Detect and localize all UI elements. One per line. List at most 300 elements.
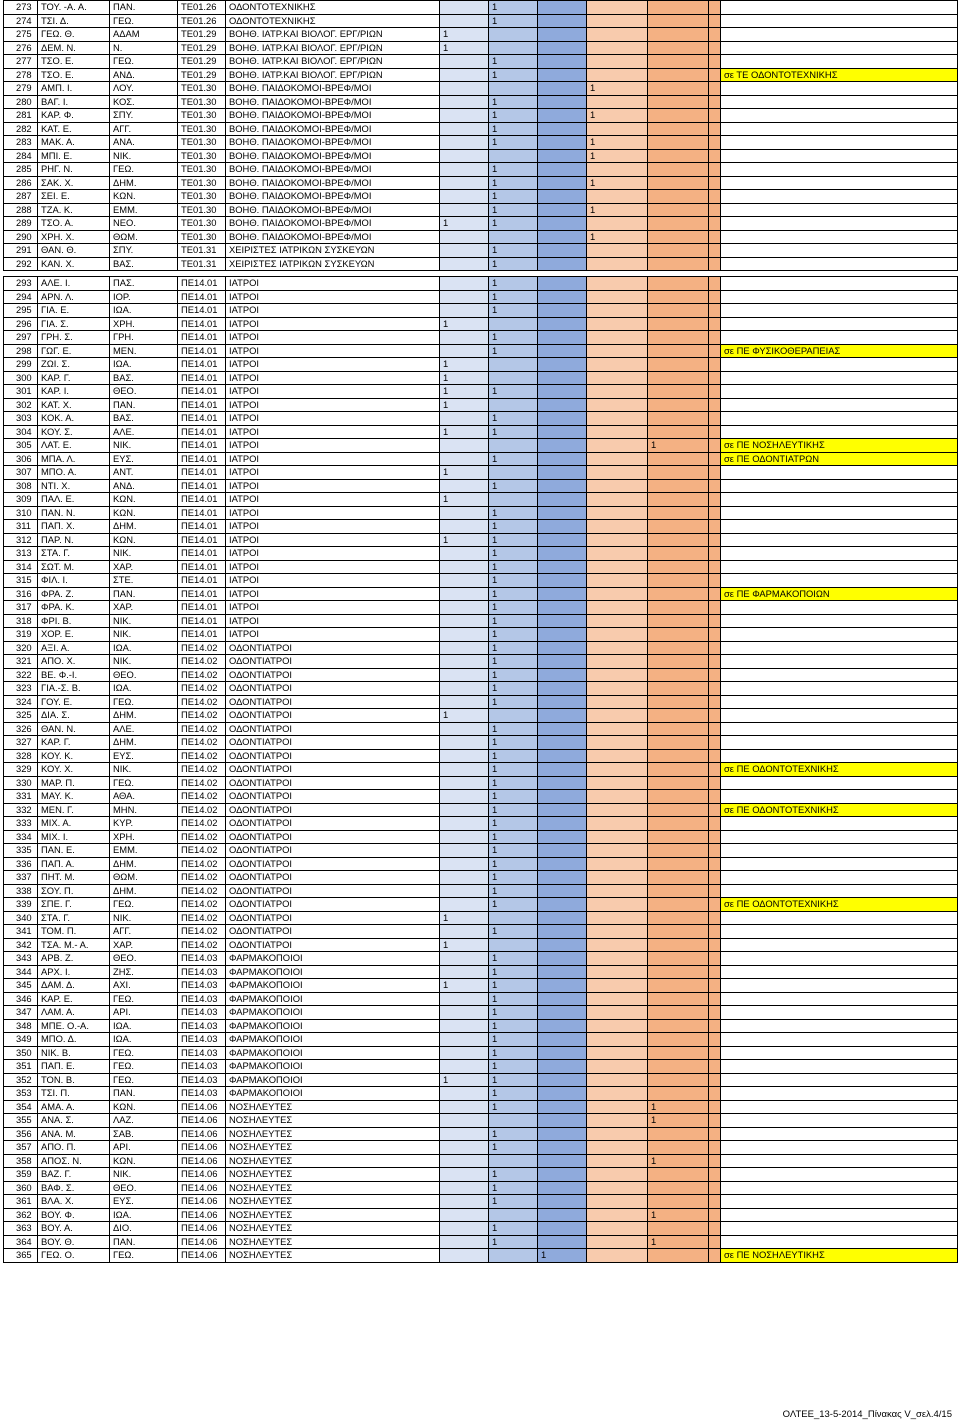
table-cell: ΤΕ01.26 <box>178 1 226 15</box>
table-row <box>4 1127 958 1141</box>
table-cell <box>648 1141 709 1155</box>
table-cell <box>709 1249 721 1263</box>
table-cell: ΝΙΚ. <box>110 1168 178 1182</box>
table-cell: ΑΓΓ. <box>110 925 178 939</box>
table-cell: ΤΣΟ. Α. <box>38 217 110 231</box>
note-cell <box>721 304 958 318</box>
table-cell: 1 <box>489 452 538 466</box>
table-cell <box>538 344 587 358</box>
table-cell <box>538 776 587 790</box>
table-cell: 1 <box>648 1114 709 1128</box>
table-cell <box>648 817 709 831</box>
table-cell: 339 <box>4 898 38 912</box>
table-cell <box>709 230 721 244</box>
table-cell: ΙΩΑ. <box>110 682 178 696</box>
table-cell <box>587 1141 648 1155</box>
note-cell <box>721 1 958 15</box>
table-cell <box>709 55 721 69</box>
table-cell: ΣΕΙ. Ε. <box>38 190 110 204</box>
table-cell: ΑΔΑΜ <box>110 28 178 42</box>
table-cell: ΙΑΤΡΟΙ <box>226 371 440 385</box>
table-cell: ΜΙΧ. Α. <box>38 817 110 831</box>
table-cell: ΒΟΗΘ. ΠΑΙΔΟΚΟΜΟΙ-ΒΡΕΦ/ΜΟΙ <box>226 149 440 163</box>
table-cell: ΜΠΕ. Ο.-Α. <box>38 1019 110 1033</box>
table-cell <box>648 136 709 150</box>
table-cell <box>440 439 489 453</box>
table-cell <box>538 1154 587 1168</box>
table-cell: 1 <box>489 682 538 696</box>
table-cell: ΠΕ14.02 <box>178 817 226 831</box>
table-cell: ΟΔΟΝΤΙΑΤΡΟΙ <box>226 911 440 925</box>
table-cell: ΚΩΝ. <box>110 190 178 204</box>
table-cell <box>648 1006 709 1020</box>
table-cell: ΔΗΜ. <box>110 520 178 534</box>
note-cell <box>721 1141 958 1155</box>
table-cell <box>709 28 721 42</box>
table-cell <box>538 790 587 804</box>
table-cell <box>538 149 587 163</box>
table-cell: 1 <box>440 385 489 399</box>
table-cell <box>440 655 489 669</box>
table-cell <box>440 1127 489 1141</box>
table-cell: 345 <box>4 979 38 993</box>
table-cell <box>538 277 587 291</box>
table-cell <box>538 1033 587 1047</box>
table-cell: ΘΑΝ. Θ. <box>38 244 110 258</box>
table-cell <box>440 1100 489 1114</box>
table-cell: 349 <box>4 1033 38 1047</box>
table-cell <box>709 317 721 331</box>
table-cell: ΟΔΟΝΤΙΑΤΡΟΙ <box>226 925 440 939</box>
table-cell: ΠΕ14.02 <box>178 763 226 777</box>
table-cell: ΟΔΟΝΤΙΑΤΡΟΙ <box>226 790 440 804</box>
note-cell: σε ΤΕ ΟΔΟΝΤΟΤΕΧΝΙΚΗΣ <box>721 68 958 82</box>
note-cell <box>721 55 958 69</box>
table-cell <box>648 1033 709 1047</box>
table-cell: ΛΑΜ. Α. <box>38 1006 110 1020</box>
table-cell: ΡΗΓ. Ν. <box>38 163 110 177</box>
table-cell: ΠΕ14.06 <box>178 1114 226 1128</box>
note-cell: σε ΠΕ ΟΔΟΝΤΟΤΕΧΝΙΚΗΣ <box>721 898 958 912</box>
table-row <box>4 695 958 709</box>
table-cell: 1 <box>489 190 538 204</box>
table-cell <box>587 493 648 507</box>
table-cell: 357 <box>4 1141 38 1155</box>
table-cell <box>648 641 709 655</box>
table-cell: ΕΜΜ. <box>110 844 178 858</box>
table-cell <box>709 41 721 55</box>
table-cell <box>440 244 489 258</box>
table-cell <box>709 979 721 993</box>
table-cell: ΒΑΣ. <box>110 412 178 426</box>
table-cell <box>440 560 489 574</box>
table-cell: 336 <box>4 857 38 871</box>
table-cell: 275 <box>4 28 38 42</box>
note-cell <box>721 176 958 190</box>
table-cell <box>648 871 709 885</box>
table-cell: ΚΑΝ. Χ. <box>38 257 110 271</box>
table-cell: ΙΑΤΡΟΙ <box>226 628 440 642</box>
table-cell: ΠΕ14.03 <box>178 1073 226 1087</box>
table-cell <box>538 439 587 453</box>
table-cell: 323 <box>4 682 38 696</box>
table-row <box>4 722 958 736</box>
table-cell <box>440 304 489 318</box>
table-cell <box>538 749 587 763</box>
table-cell: 1 <box>440 979 489 993</box>
table-row <box>4 439 958 453</box>
table-cell: 1 <box>489 244 538 258</box>
table-cell <box>440 965 489 979</box>
table-cell: ΓΙΑ. Ε. <box>38 304 110 318</box>
table-cell: ΟΔΟΝΤΙΑΤΡΟΙ <box>226 871 440 885</box>
table-row <box>4 803 958 817</box>
table-cell: 320 <box>4 641 38 655</box>
table-cell: 1 <box>489 1073 538 1087</box>
table-cell <box>538 830 587 844</box>
table-cell: ΧΡΗ. <box>110 830 178 844</box>
table-cell: ΤΕ01.30 <box>178 203 226 217</box>
table-cell: 1 <box>440 533 489 547</box>
table-cell: ΘΕΟ. <box>110 385 178 399</box>
table-cell <box>538 803 587 817</box>
table-cell: 1 <box>440 911 489 925</box>
table-cell <box>587 641 648 655</box>
note-cell <box>721 574 958 588</box>
table-cell: 300 <box>4 371 38 385</box>
table-cell: ΠΕ14.01 <box>178 331 226 345</box>
table-cell <box>709 257 721 271</box>
table-cell <box>587 190 648 204</box>
table-cell: 1 <box>489 95 538 109</box>
table-cell <box>648 257 709 271</box>
note-cell <box>721 398 958 412</box>
table-cell: ΦΑΡΜΑΚΟΠΟΙΟΙ <box>226 979 440 993</box>
table-cell: 314 <box>4 560 38 574</box>
table-cell <box>709 655 721 669</box>
table-cell: 305 <box>4 439 38 453</box>
table-cell: ΒΛΑ. Χ. <box>38 1195 110 1209</box>
table-cell: 1 <box>648 1154 709 1168</box>
table-cell: ΓΕΩ. <box>110 1073 178 1087</box>
table-row <box>4 493 958 507</box>
table-row <box>4 290 958 304</box>
table-cell: 327 <box>4 736 38 750</box>
table-cell: 1 <box>489 1181 538 1195</box>
table-cell: ΣΑΚ. Χ. <box>38 176 110 190</box>
table-cell: ΚΑΡ. Φ. <box>38 109 110 123</box>
table-cell <box>538 479 587 493</box>
table-cell <box>709 1114 721 1128</box>
table-cell: ΠΕ14.02 <box>178 790 226 804</box>
table-cell <box>648 601 709 615</box>
table-cell: ΝΟΣΗΛΕΥΤΕΣ <box>226 1235 440 1249</box>
table-cell <box>538 668 587 682</box>
table-cell: ΙΑΤΡΟΙ <box>226 331 440 345</box>
note-cell <box>721 1087 958 1101</box>
table-cell: ΠΕ14.02 <box>178 668 226 682</box>
table-cell <box>709 331 721 345</box>
table-cell: 301 <box>4 385 38 399</box>
table-cell: ΓΕΩ. <box>110 1249 178 1263</box>
table-cell <box>440 190 489 204</box>
table-cell <box>440 641 489 655</box>
table-cell: ΤΕ01.29 <box>178 28 226 42</box>
table-cell: ΚΑΡ. Ε. <box>38 992 110 1006</box>
table-cell: ΠΑΛ. Ε. <box>38 493 110 507</box>
table-cell <box>648 344 709 358</box>
table-cell <box>440 149 489 163</box>
table-cell <box>709 412 721 426</box>
table-cell: 298 <box>4 344 38 358</box>
table-cell: ΠΕ14.06 <box>178 1100 226 1114</box>
table-cell: ΘΕΟ. <box>110 1181 178 1195</box>
table-row <box>4 28 958 42</box>
table-row <box>4 844 958 858</box>
table-cell: ΠΕ14.02 <box>178 641 226 655</box>
table-cell <box>489 149 538 163</box>
table-cell: ΤΕ01.29 <box>178 41 226 55</box>
table-cell <box>538 992 587 1006</box>
table-cell <box>587 1019 648 1033</box>
table-cell: 355 <box>4 1114 38 1128</box>
table-cell <box>538 520 587 534</box>
table-cell <box>489 1208 538 1222</box>
table-cell <box>538 317 587 331</box>
table-cell <box>538 290 587 304</box>
table-cell: ΜΗΝ. <box>110 803 178 817</box>
table-cell: 337 <box>4 871 38 885</box>
table-cell <box>709 709 721 723</box>
table-cell: ΟΔΟΝΤΟΤΕΧΝΙΚΗΣ <box>226 14 440 28</box>
table-row <box>4 952 958 966</box>
table-cell <box>587 506 648 520</box>
table-cell: ΠΕ14.02 <box>178 898 226 912</box>
table-cell <box>648 547 709 561</box>
table-cell: ΜΑΚ. Α. <box>38 136 110 150</box>
table-cell: 343 <box>4 952 38 966</box>
table-cell <box>709 190 721 204</box>
table-cell <box>648 371 709 385</box>
table-cell: 283 <box>4 136 38 150</box>
table-cell <box>587 695 648 709</box>
table-cell: ΚΟΚ. Α. <box>38 412 110 426</box>
table-row <box>4 203 958 217</box>
table-cell <box>648 533 709 547</box>
table-cell: ΙΑΤΡΟΙ <box>226 520 440 534</box>
note-cell <box>721 203 958 217</box>
table-cell <box>709 641 721 655</box>
table-row <box>4 1195 958 1209</box>
note-cell <box>721 425 958 439</box>
table-cell: 278 <box>4 68 38 82</box>
table-cell: ΓΕΩ. <box>110 1046 178 1060</box>
note-cell <box>721 230 958 244</box>
table-cell: ΠΕ14.02 <box>178 911 226 925</box>
table-cell <box>538 709 587 723</box>
table-cell: ΠΕ14.02 <box>178 844 226 858</box>
table-cell <box>648 560 709 574</box>
note-cell: σε ΠΕ ΝΟΣΗΛΕΥΤΙΚΗΣ <box>721 1249 958 1263</box>
note-cell <box>721 190 958 204</box>
table-cell: ΕΥΣ. <box>110 1195 178 1209</box>
table-cell <box>587 1060 648 1074</box>
table-row <box>4 344 958 358</box>
table-cell: ΠΕ14.02 <box>178 871 226 885</box>
table-cell <box>648 217 709 231</box>
table-cell: 1 <box>587 230 648 244</box>
table-cell: ΠΕ14.06 <box>178 1235 226 1249</box>
table-row <box>4 304 958 318</box>
table-cell <box>440 682 489 696</box>
table-cell: ΘΩΜ. <box>110 871 178 885</box>
table-row <box>4 655 958 669</box>
table-cell: ΑΠΟ. Π. <box>38 1141 110 1155</box>
table-cell: ΙΑΤΡΟΙ <box>226 452 440 466</box>
table-cell <box>440 1208 489 1222</box>
table-cell: 1 <box>489 1100 538 1114</box>
table-cell: ΠΕ14.06 <box>178 1127 226 1141</box>
table-row <box>4 520 958 534</box>
table-cell: ΤΣΑ. Μ.- Α. <box>38 938 110 952</box>
table-cell: 352 <box>4 1073 38 1087</box>
table-cell <box>587 290 648 304</box>
table-cell <box>648 452 709 466</box>
table-cell <box>587 244 648 258</box>
table-cell <box>709 1019 721 1033</box>
table-cell <box>709 398 721 412</box>
table-cell <box>538 68 587 82</box>
table-cell: 1 <box>489 628 538 642</box>
table-cell: ΓΡΗ. <box>110 331 178 345</box>
table-cell <box>440 763 489 777</box>
note-cell <box>721 493 958 507</box>
table-cell <box>440 547 489 561</box>
table-cell <box>587 938 648 952</box>
table-cell <box>440 412 489 426</box>
table-cell: ΓΕΩ. Θ. <box>38 28 110 42</box>
table-cell: 1 <box>489 533 538 547</box>
table-cell: ΔΙΑ. Σ. <box>38 709 110 723</box>
table-cell: ΠΕ14.01 <box>178 439 226 453</box>
table-cell <box>709 1235 721 1249</box>
table-cell <box>587 385 648 399</box>
table-cell: ΠΕ14.01 <box>178 452 226 466</box>
table-row <box>4 122 958 136</box>
table-cell: 1 <box>489 217 538 231</box>
table-cell <box>587 122 648 136</box>
table-cell: ΧΕΙΡΙΣΤΕΣ ΙΑΤΡΙΚΩΝ ΣΥΣΚΕΥΩΝ <box>226 244 440 258</box>
table-cell: ΙΑΤΡΟΙ <box>226 398 440 412</box>
note-cell <box>721 844 958 858</box>
table-cell: ΚΩΝ. <box>110 533 178 547</box>
table-cell <box>538 1208 587 1222</box>
table-cell: ΕΜΜ. <box>110 203 178 217</box>
note-cell <box>721 817 958 831</box>
table-cell: 1 <box>489 203 538 217</box>
table-cell: ΑΛΕ. <box>110 425 178 439</box>
table-row <box>4 257 958 271</box>
table-cell: ΑΡΝ. Λ. <box>38 290 110 304</box>
table-row <box>4 911 958 925</box>
table-cell: 1 <box>648 439 709 453</box>
table-cell: 1 <box>489 965 538 979</box>
table-row <box>4 1168 958 1182</box>
note-cell <box>721 1195 958 1209</box>
table-cell: 1 <box>489 520 538 534</box>
table-cell: ΤΕ01.30 <box>178 230 226 244</box>
table-cell: ΚΑΤ. Χ. <box>38 398 110 412</box>
table-cell: ΤΣΟ. Ε. <box>38 68 110 82</box>
note-cell <box>721 82 958 96</box>
table-cell: 1 <box>489 1222 538 1236</box>
table-row <box>4 709 958 723</box>
table-cell <box>440 925 489 939</box>
table-cell: ΙΟΡ. <box>110 290 178 304</box>
table-cell <box>648 466 709 480</box>
table-cell: 1 <box>587 176 648 190</box>
table-cell <box>440 871 489 885</box>
table-cell <box>440 844 489 858</box>
table-cell <box>538 1114 587 1128</box>
table-cell: ΠΕ14.02 <box>178 749 226 763</box>
table-cell <box>440 668 489 682</box>
table-cell: 334 <box>4 830 38 844</box>
table-cell <box>538 55 587 69</box>
table-cell: ΠΕ14.02 <box>178 709 226 723</box>
table-cell: ΑΘΑ. <box>110 790 178 804</box>
table-cell <box>709 277 721 291</box>
table-cell: ΙΑΤΡΟΙ <box>226 277 440 291</box>
table-cell: ΔΑΜ. Δ. <box>38 979 110 993</box>
table-cell <box>709 1141 721 1155</box>
table-cell: ΠΕ14.03 <box>178 1033 226 1047</box>
table-row <box>4 938 958 952</box>
table-cell <box>648 722 709 736</box>
note-cell <box>721 614 958 628</box>
table-cell <box>709 601 721 615</box>
table-cell: ΝΟΣΗΛΕΥΤΕΣ <box>226 1127 440 1141</box>
note-cell <box>721 317 958 331</box>
table-cell: ΠΕ14.01 <box>178 398 226 412</box>
table-cell: 317 <box>4 601 38 615</box>
table-cell <box>587 1127 648 1141</box>
table-cell: ΠΕ14.01 <box>178 533 226 547</box>
table-cell: ΣΤΑ. Γ. <box>38 547 110 561</box>
table-cell: 1 <box>538 1249 587 1263</box>
table-cell <box>538 506 587 520</box>
table-row <box>4 398 958 412</box>
table-cell: ΒΟΥ. Θ. <box>38 1235 110 1249</box>
page-footer: ΟΛΤΕΕ_13-5-2014_Πίνακας V_σελ.4/15 <box>782 1409 952 1420</box>
table-cell <box>587 682 648 696</box>
table-cell: ΤΕ01.30 <box>178 190 226 204</box>
table-cell <box>587 1073 648 1087</box>
table-row <box>4 871 958 885</box>
table-cell <box>489 439 538 453</box>
table-cell: ΙΩΑ. <box>110 641 178 655</box>
table-row <box>4 1222 958 1236</box>
table-row <box>4 68 958 82</box>
table-cell: 1 <box>489 587 538 601</box>
table-cell: 1 <box>489 55 538 69</box>
table-cell: ΕΥΣ. <box>110 452 178 466</box>
table-row <box>4 479 958 493</box>
table-cell <box>440 574 489 588</box>
table-row <box>4 1208 958 1222</box>
table-cell: ΣΠΕ. Γ. <box>38 898 110 912</box>
note-cell <box>721 601 958 615</box>
